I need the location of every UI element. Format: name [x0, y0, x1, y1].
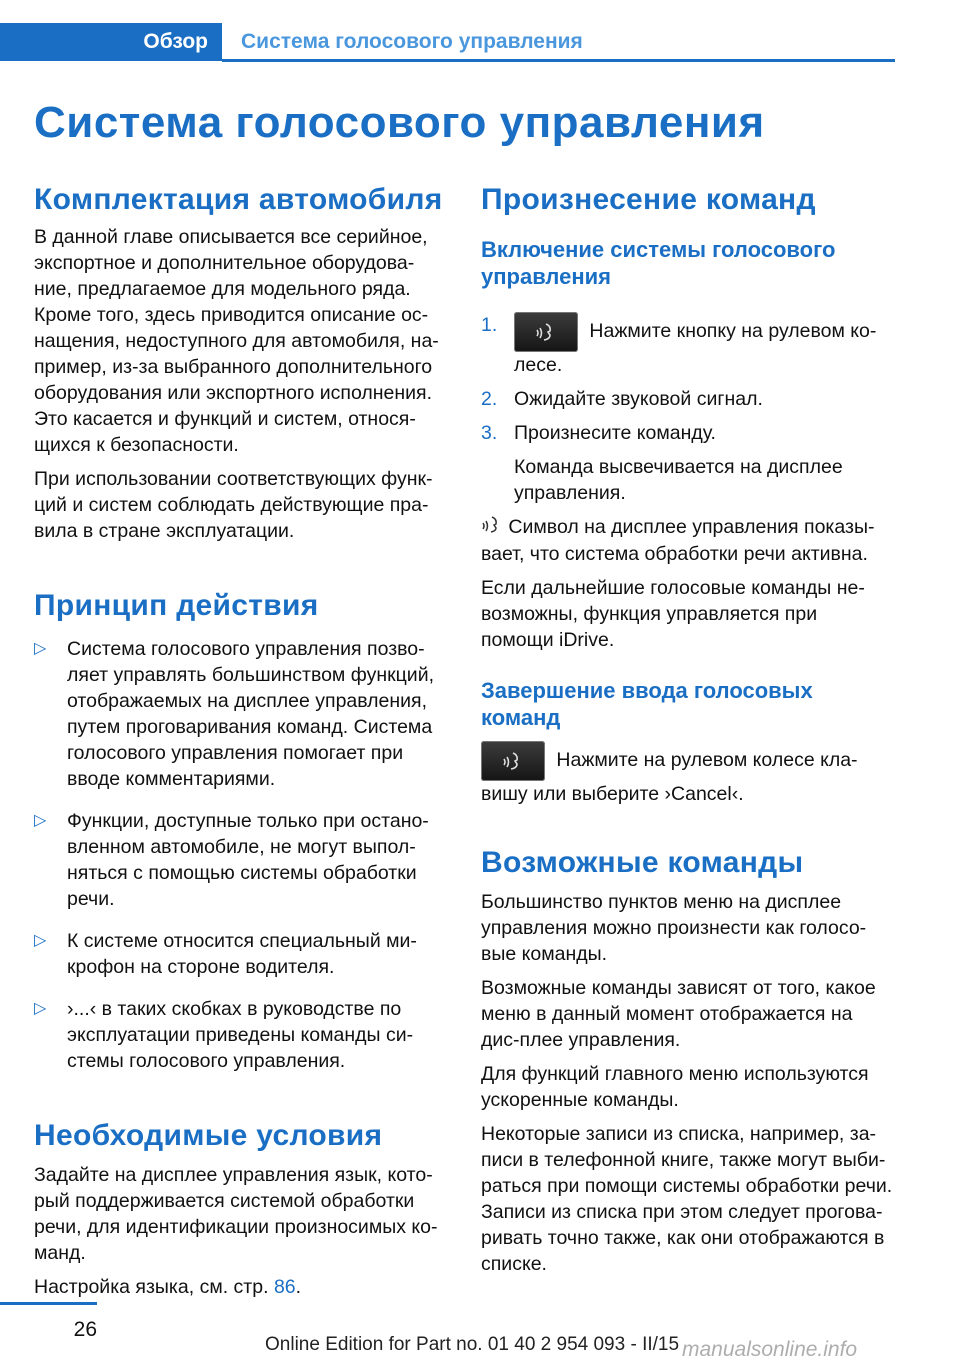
- list-item: ▷ К системе относится специальный ми-крофон на стороне водителя.: [34, 930, 417, 978]
- page-number: 26: [73, 1318, 97, 1341]
- tab-current-section[interactable]: Система голосового управления: [241, 30, 583, 53]
- triangle-right-icon: ▷: [34, 932, 47, 949]
- possible-paragraph-4: Некоторые записи из списка, например, за-писи в телефонной книге, также могут выби-раться при помощи системы обработки речи. Записи из списка при этом следует прогова-ривать точно также, как они отображаются в списке.: [481, 1123, 893, 1276]
- requirements-paragraph-1: Задайте на дисплее управления язык, кото-рый поддерживается системой обработки речи, для идентификации произносимых ко-манд.: [34, 1164, 438, 1264]
- page-title: Система голосового управления: [34, 98, 765, 147]
- left-column: [34, 180, 448, 1300]
- edition-info: Online Edition for Part no. 01 40 2 954 093 - II/15: [265, 1334, 680, 1355]
- step-3-note: Команда высвечивается на дисплее управления.: [514, 456, 843, 504]
- principle-list: [34, 636, 448, 1074]
- triangle-right-icon: ▷: [34, 640, 47, 657]
- section-title-principle: Принцип действия: [34, 589, 319, 622]
- voice-symbol-icon: [481, 514, 503, 541]
- symbol-note: Символ на дисплее управления показы-вает, что система обработки речи активна.: [481, 516, 875, 566]
- requirements-paragraph-2: Настройка языка, см. стр. 86.: [34, 1276, 302, 1298]
- equipment-paragraph-2: При использовании соответствующих функ-ций и систем соблюдать действующие пра-вила в стране эксплуатации.: [34, 468, 433, 542]
- tab-overview[interactable]: Обзор: [0, 23, 222, 61]
- list-item: ▷ ›...‹ в таких скобках в руководстве по эксплуатации приведены команды си-стемы голосового управления.: [34, 998, 414, 1072]
- top-bar: [0, 0, 960, 62]
- idrive-paragraph: Если дальнейшие голосовые команды не-возможны, функция управляется при помощи iDrive.: [481, 577, 865, 652]
- header-divider: [222, 59, 895, 62]
- footer-divider: [0, 1302, 97, 1305]
- section-title-equipment: Комплектация автомобиля: [34, 183, 443, 216]
- subsection-title-end: Завершение ввода голосовых команд: [481, 678, 813, 731]
- page-link-86[interactable]: 86: [273, 1276, 296, 1298]
- steps-list: [481, 312, 895, 506]
- section-title-requirements: Необходимые условия: [34, 1119, 383, 1152]
- possible-paragraph-3: Для функций главного меню используются ускоренные команды.: [481, 1063, 869, 1112]
- end-paragraph: Нажмите на рулевом колесе кла-вишу или выберите ›Cancel‹.: [481, 741, 895, 807]
- equipment-paragraph-1: В данной главе описывается все серийное, экспортное и дополнительное оборудова-ние, предлагаемое для модельного ряда. Кроме того, здесь приводится описание ос-нащения, недоступного для автомобиля, на-пример, из-за выбранного дополнительного оборудования или экспортного исполнения. Это касается и функций и систем, относя-щихся к безопасности.: [34, 226, 439, 456]
- triangle-right-icon: ▷: [34, 1000, 47, 1017]
- list-item: 2. Ожидайте звуковой сигнал.: [481, 388, 763, 410]
- list-item: 3. Произнесите команду. Команда высвечивается на дисплее управления.: [481, 420, 895, 506]
- subsection-title-enable: Включение системы голосового управления: [481, 237, 836, 289]
- possible-paragraph-2: Возможные команды зависят от того, какое меню в данный момент отображается на дис-плее управления.: [481, 977, 876, 1052]
- list-item: ▷ Функции, доступные только при остано-вленном автомобиле, не могут выпол-няться с помощью системы обработки речи.: [34, 810, 429, 910]
- right-column: [481, 180, 895, 1277]
- section-title-possible: Возможные команды: [481, 846, 804, 880]
- section-title-commands: Произнесение команд: [481, 183, 816, 216]
- list-item: ▷ Система голосового управления позво-ляет управлять большинством функций, отображаемых на дисплее управления, путем проговаривания команд. Система голосового управления помогает при вводе комментариями.: [34, 638, 435, 790]
- possible-paragraph-1: Большинство пунктов меню на дисплее управления можно произнести как голосо-вые команды.: [481, 891, 867, 966]
- voice-command-button-icon: [514, 312, 578, 352]
- triangle-right-icon: ▷: [34, 812, 47, 829]
- watermark: manualsonline.info: [682, 1338, 858, 1361]
- list-item: 1. Нажмите кнопку на рулевом ко-лесе.: [481, 314, 877, 376]
- voice-command-button-icon: [481, 741, 545, 781]
